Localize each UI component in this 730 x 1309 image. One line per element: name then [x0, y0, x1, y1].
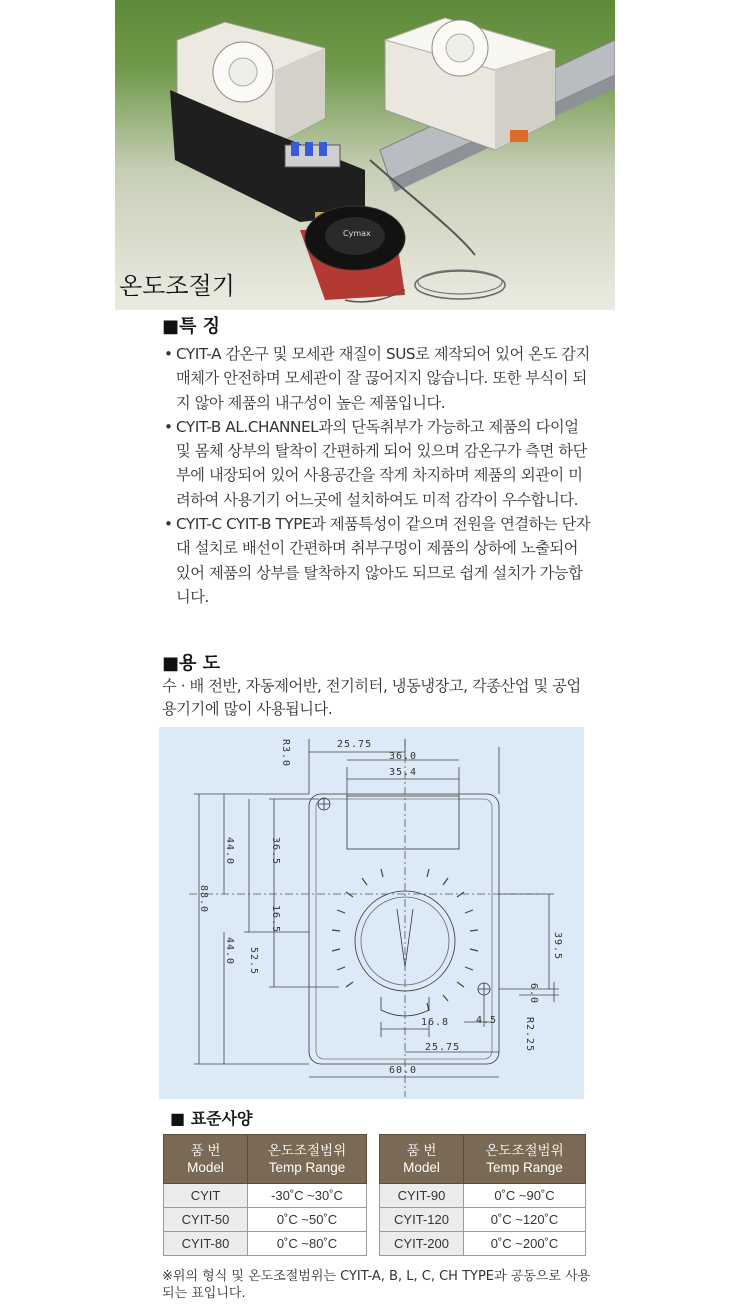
- dim-44-top: 44.0: [224, 837, 235, 866]
- dim-36-5: 36.5: [270, 837, 281, 866]
- range-header-ko: 온도조절범위: [485, 1143, 564, 1158]
- drawing-inner-outline: [316, 799, 492, 1059]
- dim-39-5: 39.5: [552, 932, 563, 961]
- svg-text:Cymax: Cymax: [343, 229, 371, 238]
- usage-heading: ■용 도: [162, 653, 221, 674]
- dim-44-bottom: 44.0: [224, 937, 235, 966]
- dial-thermostat: [300, 206, 405, 300]
- dim-4-5: 4.5: [476, 1015, 498, 1026]
- features-heading: ■특 징: [162, 316, 221, 337]
- spec-footnote: ※위의 형식 및 온도조절범위는 CYIT-A, B, L, C, CH TYPE과 공동으로 사용되는 표입니다.: [162, 1269, 591, 1301]
- model-cell: CYIT: [164, 1184, 248, 1208]
- dim-35-4: 35.4: [389, 767, 418, 778]
- dimension-drawing: [159, 727, 584, 1099]
- model-header: [380, 1135, 464, 1184]
- model-header-en: Model: [187, 1160, 224, 1175]
- range-header-en: Temp Range: [486, 1160, 563, 1175]
- feature-item-b: • CYIT-B AL.CHANNEL과의 단독취부가 가능하고 제품의 다이얼 및 몸체 상부의 탈착이 간편하게 되어 있으며 감온구가 측면 하단부에 내장되어 있어 사용공간을 작게 차지하며 제품의 외관이 미려하여 사용기기 어느곳에 설치하여도 미적 감각이 우수합니다.: [162, 415, 592, 512]
- dim-60: 60.0: [389, 1065, 418, 1076]
- range-header-ko: 온도조절범위: [267, 1143, 347, 1158]
- spec-table-right: [379, 1134, 586, 1256]
- model-cell: CYIT-80: [164, 1232, 248, 1256]
- usage-text: 수 · 배 전반, 자동제어반, 전기히터, 냉동냉장고, 각종산업 및 공업용기기에 많이 사용됩니다.: [162, 677, 581, 718]
- table-row: [380, 1208, 586, 1232]
- table-row: [164, 1208, 367, 1232]
- feature-item-a: • CYIT-A 감온구 및 모세관 재질이 SUS로 제작되어 있어 온도 감지 매체가 안전하며 모세관이 잘 끊어지지 않습니다. 또한 부식이 되지 않아 제품의 내구성이 높은 제품입니다.: [162, 342, 592, 415]
- range-header: [464, 1135, 586, 1184]
- model-cell: CYIT-200: [380, 1232, 464, 1256]
- range-header: [248, 1135, 367, 1184]
- table-row: [164, 1232, 367, 1256]
- dim-52-5: 52.5: [248, 947, 259, 976]
- spec-table-left: [163, 1134, 367, 1256]
- drawing-outline: [309, 794, 499, 1064]
- dim-6: 6.0: [528, 983, 539, 1005]
- model-header-ko: 품 번: [190, 1143, 221, 1158]
- drawing-window: [347, 796, 459, 849]
- product-illustration: [115, 0, 615, 310]
- range-cell: -30˚C ~30˚C: [248, 1184, 367, 1208]
- model-header: [164, 1135, 248, 1184]
- dim-r3: R3.0: [280, 739, 291, 768]
- dim-36: 36.0: [389, 751, 418, 762]
- range-cell: 0˚C ~80˚C: [248, 1232, 367, 1256]
- features-list: [162, 342, 592, 609]
- model-header-ko: 품 번: [406, 1143, 437, 1158]
- spec-heading: ■ 표준사양: [170, 1109, 253, 1128]
- dim-r2-25: R2.25: [524, 1017, 535, 1053]
- thermostat-right: [385, 18, 555, 150]
- dim-16-8: 16.8: [421, 1017, 450, 1028]
- thermostat-left: [170, 22, 365, 222]
- product-photo: [115, 0, 615, 310]
- dim-88: 88.0: [198, 885, 209, 914]
- dim-16-5: 16.5: [270, 905, 281, 934]
- feature-item-c: • CYIT-C CYIT-B TYPE과 제품특성이 같으며 전원을 연결하는 단자대 설치로 배선이 간편하며 취부구멍이 제품의 상하에 노출되어 있어 제품의 상부를 탈착하지 않아도 되므로 쉽게 설치가 가능합니다.: [162, 512, 592, 609]
- table-row: [380, 1184, 586, 1208]
- range-header-en: Temp Range: [268, 1160, 346, 1175]
- table-row: [164, 1184, 367, 1208]
- model-cell: CYIT-120: [380, 1208, 464, 1232]
- model-cell: CYIT-90: [380, 1184, 464, 1208]
- page-title: 온도조절기: [119, 272, 235, 300]
- dim-25-75-bottom: 25.75: [425, 1042, 461, 1053]
- range-cell: 0˚C ~90˚C: [464, 1184, 586, 1208]
- table-row: [380, 1232, 586, 1256]
- model-header-en: Model: [403, 1160, 440, 1175]
- dim-25-75-top: 25.75: [337, 739, 373, 750]
- range-cell: 0˚C ~120˚C: [464, 1208, 586, 1232]
- model-cell: CYIT-50: [164, 1208, 248, 1232]
- range-cell: 0˚C ~200˚C: [464, 1232, 586, 1256]
- range-cell: 0˚C ~50˚C: [248, 1208, 367, 1232]
